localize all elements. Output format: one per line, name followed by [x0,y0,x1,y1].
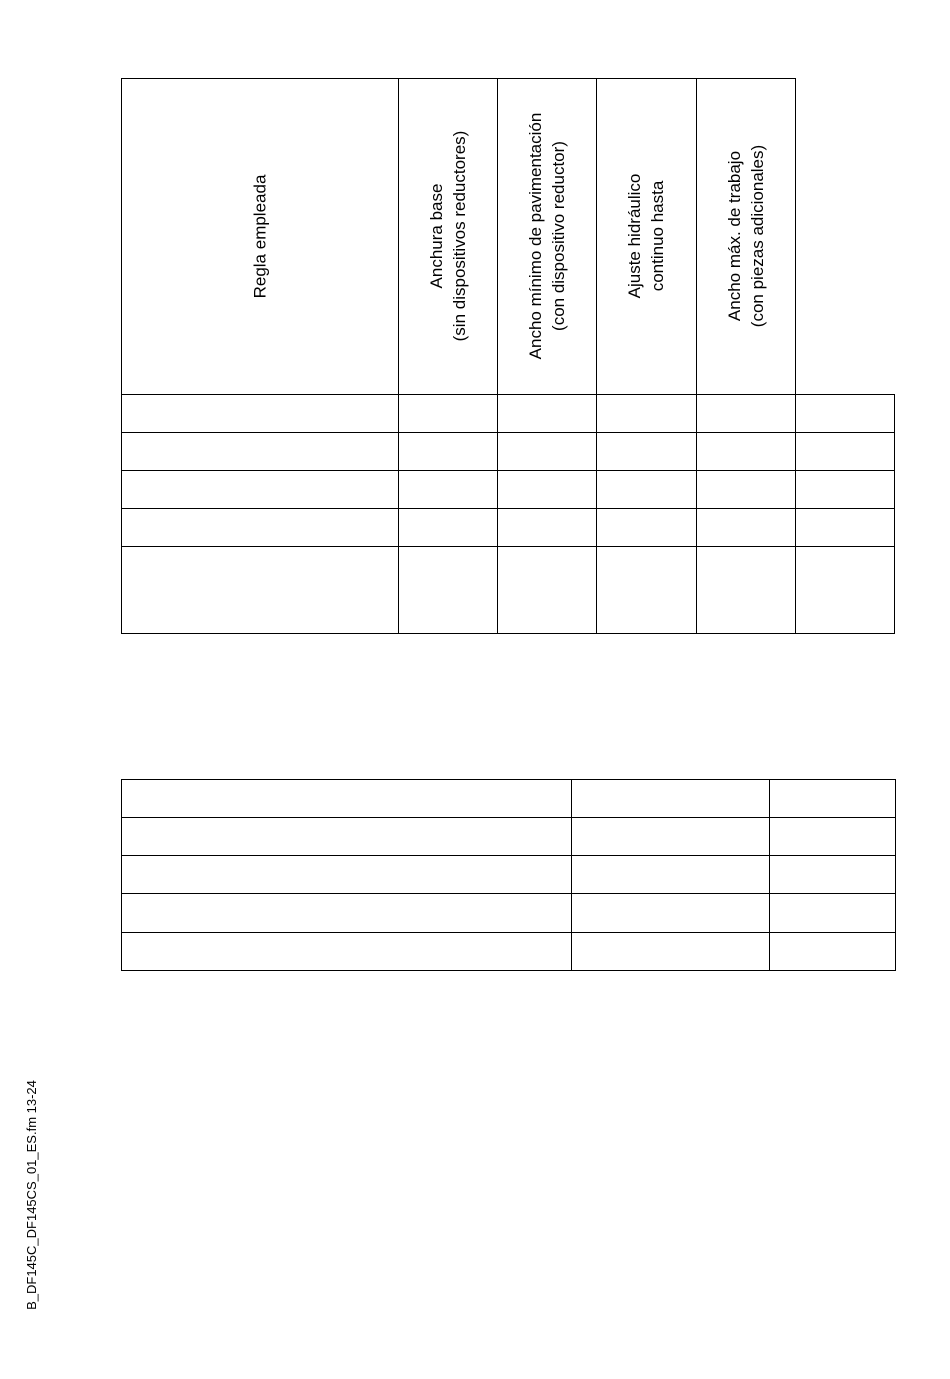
header-anchura-base-line2: (sin dispositivos reductores) [449,130,469,342]
table-1-top-border [121,78,796,79]
header-anchura-base-line1: Anchura base [426,183,446,289]
header-ajuste-hidraulico-line2: continuo hasta [648,180,667,292]
table-1-col-line [497,78,498,634]
header-anchura-base [425,86,471,386]
table-1-col-line [596,78,597,634]
header-ancho-minimo-line2: (con dispositivo reductor) [548,141,568,331]
table-2-top-border [121,779,896,780]
table-2-col-line [121,779,122,971]
table-1-bottom-border [121,633,895,634]
table-2-col-line [769,779,770,971]
table-1-row-line [121,546,895,547]
table-2-col-line [571,779,572,971]
header-ancho-max-trabajo [723,86,769,386]
table-2-row-line [121,817,896,818]
table-2-row-line [121,855,896,856]
header-ancho-max-trabajo-line2: (con piezas adicionales) [747,144,767,328]
header-regla-empleada [248,136,271,336]
header-ancho-minimo-line1: Ancho mínimo de pavimentación [525,112,545,360]
table-1-row-line [121,432,895,433]
table-2-col-line [895,779,896,971]
table-2-bottom-border [121,970,896,971]
header-regla-empleada-text: Regla empleada [250,174,269,298]
header-ajuste-hidraulico [623,86,669,386]
header-ancho-max-trabajo-line1: Ancho máx. de trabajo [724,150,744,322]
header-ajuste-hidraulico-line1: Ajuste hidráulico [625,173,644,299]
table-1-col-line [795,78,796,634]
table-1-col-line [696,78,697,634]
table-2-row-line [121,893,896,894]
table-1-row-line [121,394,895,395]
table-1-row-line [121,470,895,471]
table-1-col-line [398,78,399,634]
table-2-row-line [121,932,896,933]
table-1-col-line [894,394,895,634]
file-reference: B_DF145C_DF145CS_01_ES.fm 13-24 [24,1080,39,1310]
table-1-col-line [121,78,122,634]
table-1-row-line [121,508,895,509]
header-ancho-minimo [524,86,570,386]
